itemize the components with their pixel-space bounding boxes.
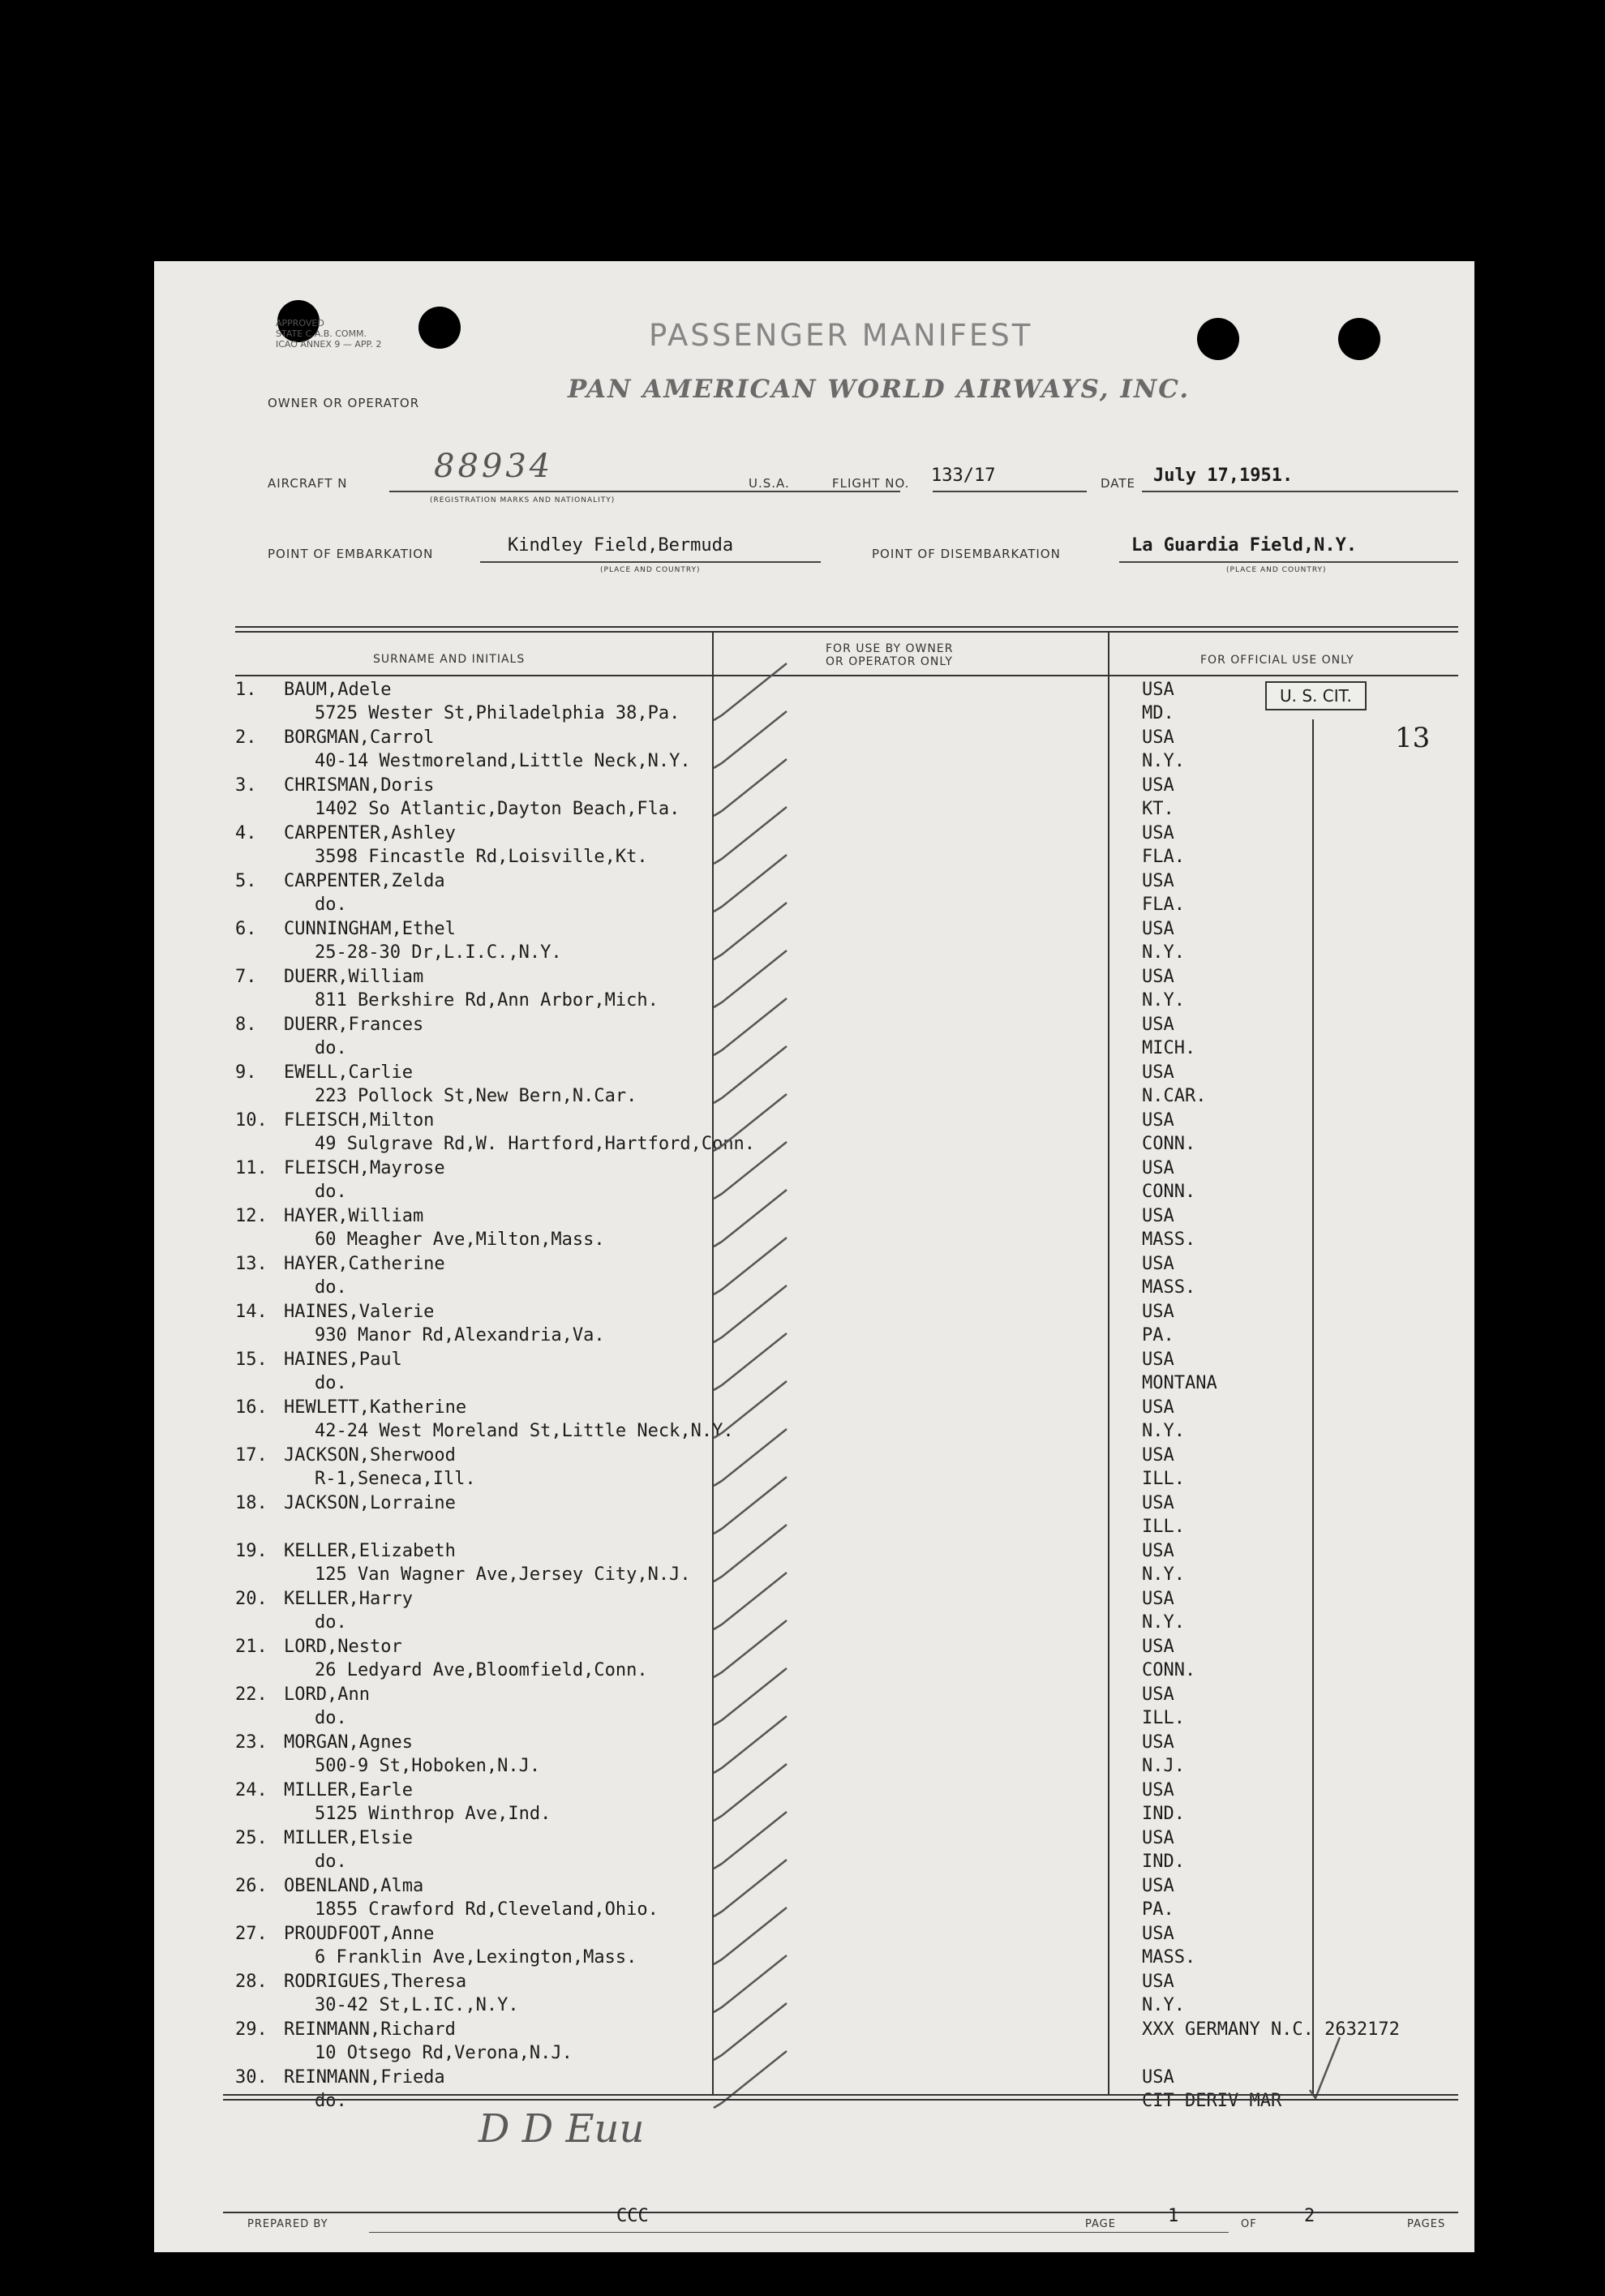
passenger-number: 30. — [235, 2067, 268, 2088]
passenger-nationality: USA — [1142, 1732, 1174, 1753]
passenger-state: IND. — [1142, 1852, 1185, 1872]
disembarkation-label: POINT OF DISEMBARKATION — [872, 547, 1061, 561]
passenger-name: HAINES,Valerie — [284, 1302, 435, 1322]
passenger-nationality: USA — [1142, 1302, 1174, 1322]
passenger-number: 12. — [235, 1206, 268, 1226]
passenger-state: N.J. — [1142, 1756, 1185, 1776]
passenger-state: ILL. — [1142, 1708, 1185, 1728]
passenger-state: CONN. — [1142, 1660, 1196, 1680]
passenger-name: LORD,Nestor — [284, 1637, 402, 1657]
embarkation-underline — [480, 561, 821, 563]
passenger-address: do. — [315, 1182, 347, 1202]
passenger-name: MILLER,Earle — [284, 1780, 413, 1800]
passenger-name: BORGMAN,Carrol — [284, 727, 435, 748]
passenger-address: 223 Pollock St,New Bern,N.Car. — [315, 1086, 637, 1106]
date-label: DATE — [1101, 476, 1136, 491]
passenger-row — [154, 1110, 1474, 1158]
approval-stamp-text: APPROVED STATE C.A.B. COMM. ICAO ANNEX 9 — APP. 2 — [276, 318, 382, 350]
passenger-row — [154, 1445, 1474, 1493]
passenger-name: CARPENTER,Ashley — [284, 823, 456, 843]
passenger-nationality: USA — [1142, 1589, 1174, 1609]
passenger-address: 49 Sulgrave Rd,W. Hartford,Hartford,Conn. — [315, 1134, 756, 1154]
passenger-row — [154, 823, 1474, 871]
passenger-state: IND. — [1142, 1804, 1185, 1824]
passenger-nationality: USA — [1142, 727, 1174, 748]
of-label: OF — [1241, 2218, 1257, 2230]
passenger-number: 11. — [235, 1158, 268, 1178]
official-use-header: FOR OFFICIAL USE ONLY — [1200, 654, 1354, 667]
table-bottom-rule — [223, 2094, 1458, 2096]
passenger-number: 14. — [235, 1302, 268, 1322]
passenger-number: 22. — [235, 1684, 268, 1705]
passenger-row — [154, 1684, 1474, 1732]
passenger-address: 42-24 West Moreland St,Little Neck,N.Y. — [315, 1421, 734, 1441]
passenger-number: 1. — [235, 680, 257, 700]
passenger-nationality: USA — [1142, 1637, 1174, 1657]
passenger-name: REINMANN,Frieda — [284, 2067, 445, 2088]
table-top-rule-2 — [235, 631, 1458, 633]
passenger-number: 2. — [235, 727, 257, 748]
passenger-number: 8. — [235, 1015, 257, 1035]
passenger-row — [154, 1015, 1474, 1062]
of-value: 2 — [1304, 2206, 1315, 2226]
passenger-row — [154, 1780, 1474, 1828]
passenger-row — [154, 1350, 1474, 1397]
passenger-address: 10 Otsego Rd,Verona,N.J. — [315, 2043, 573, 2063]
passenger-name: BAUM,Adele — [284, 680, 392, 700]
passenger-nationality: USA — [1142, 1924, 1174, 1944]
passenger-nationality: USA — [1142, 1062, 1174, 1083]
date-value: July 17,1951. — [1153, 466, 1294, 486]
passenger-nationality: USA — [1142, 823, 1174, 843]
passenger-row — [154, 1924, 1474, 1972]
passenger-number: 25. — [235, 1828, 268, 1848]
passenger-number: 16. — [235, 1397, 268, 1418]
passenger-state: N.Y. — [1142, 1564, 1185, 1585]
passenger-address: do. — [315, 895, 347, 915]
passenger-row — [154, 1302, 1474, 1350]
passenger-row — [154, 1732, 1474, 1780]
owner-use-header-1: FOR USE BY OWNER — [826, 642, 954, 655]
passenger-number: 24. — [235, 1780, 268, 1800]
passenger-number: 29. — [235, 2019, 268, 2040]
passenger-state: ILL. — [1142, 1469, 1185, 1489]
passenger-state: KT. — [1142, 799, 1174, 819]
punch-hole-left-2 — [418, 307, 461, 349]
flight-value: 133/17 — [931, 466, 996, 486]
passenger-nationality: XXX GERMANY N.C. 2632172 — [1142, 2019, 1400, 2040]
aircraft-sub: (REGISTRATION MARKS AND NATIONALITY) — [430, 496, 616, 504]
passenger-address: 5125 Winthrop Ave,Ind. — [315, 1804, 551, 1824]
passenger-state: MONTANA — [1142, 1373, 1217, 1393]
aircraft-underline — [389, 491, 900, 492]
passenger-state: N.Y. — [1142, 1612, 1185, 1633]
passenger-address: 3598 Fincastle Rd,Loisville,Kt. — [315, 847, 648, 867]
passenger-row — [154, 919, 1474, 967]
usa-label: U.S.A. — [749, 476, 790, 491]
passenger-row — [154, 727, 1474, 775]
disembarkation-sub: (PLACE AND COUNTRY) — [1226, 566, 1327, 574]
passenger-state: N.Y. — [1142, 1421, 1185, 1441]
passenger-nationality: USA — [1142, 1828, 1174, 1848]
aircraft-label: AIRCRAFT N — [268, 476, 348, 491]
passenger-name: MORGAN,Agnes — [284, 1732, 413, 1753]
manifest-title: PASSENGER MANIFEST — [649, 318, 1033, 353]
owner-label: OWNER OR OPERATOR — [268, 396, 420, 410]
passenger-number: 9. — [235, 1062, 257, 1083]
us-citizen-stamp: U. S. CIT. — [1265, 681, 1367, 710]
passenger-state: MICH. — [1142, 1038, 1196, 1058]
passenger-state: FLA. — [1142, 847, 1185, 867]
passenger-address: 30-42 St,L.IC.,N.Y. — [315, 1995, 519, 2015]
passenger-number: 15. — [235, 1350, 268, 1370]
passenger-number: 21. — [235, 1637, 268, 1657]
flight-label: FLIGHT NO. — [832, 476, 910, 491]
passenger-address: do. — [315, 1038, 347, 1058]
passenger-nationality: USA — [1142, 2067, 1174, 2088]
passenger-address: 1402 So Atlantic,Dayton Beach,Fla. — [315, 799, 680, 819]
passenger-name: REINMANN,Richard — [284, 2019, 456, 2040]
passenger-nationality: USA — [1142, 1972, 1174, 1992]
passenger-nationality: USA — [1142, 1397, 1174, 1418]
passenger-nationality: USA — [1142, 1110, 1174, 1131]
passenger-name: CHRISMAN,Doris — [284, 775, 435, 796]
embarkation-label: POINT OF EMBARKATION — [268, 547, 434, 561]
passenger-row — [154, 1876, 1474, 1924]
passenger-address: 500-9 St,Hoboken,N.J. — [315, 1756, 541, 1776]
passenger-name: HAYER,William — [284, 1206, 424, 1226]
manifest-sheet — [154, 261, 1474, 2252]
passenger-state: CONN. — [1142, 1134, 1196, 1154]
passenger-state: N.Y. — [1142, 942, 1185, 963]
signature: D D Euu — [478, 2106, 645, 2152]
passenger-nationality: USA — [1142, 1015, 1174, 1035]
passenger-nationality: USA — [1142, 871, 1174, 891]
passenger-nationality: USA — [1142, 1493, 1174, 1513]
passenger-number: 3. — [235, 775, 257, 796]
passenger-name: LORD,Ann — [284, 1684, 370, 1705]
passenger-nationality: USA — [1142, 1206, 1174, 1226]
passenger-state: CONN. — [1142, 1182, 1196, 1202]
passenger-nationality: USA — [1142, 1684, 1174, 1705]
passenger-row — [154, 1828, 1474, 1876]
passenger-row — [154, 1206, 1474, 1254]
passenger-number: 17. — [235, 1445, 268, 1466]
passenger-address: 60 Meagher Ave,Milton,Mass. — [315, 1230, 605, 1250]
passenger-row — [154, 871, 1474, 919]
passenger-row — [154, 967, 1474, 1015]
passenger-number: 18. — [235, 1493, 268, 1513]
passenger-name: DUERR,William — [284, 967, 424, 987]
passenger-address: 5725 Wester St,Philadelphia 38,Pa. — [315, 703, 680, 723]
passenger-number: 26. — [235, 1876, 268, 1896]
passenger-name: JACKSON,Sherwood — [284, 1445, 456, 1466]
passenger-state: PA. — [1142, 1899, 1174, 1920]
passenger-address: 811 Berkshire Rd,Ann Arbor,Mich. — [315, 990, 659, 1011]
date-underline — [1142, 491, 1458, 492]
footer-rule — [223, 2212, 1458, 2213]
disembarkation-underline — [1119, 561, 1458, 563]
citizen-count: 13 — [1395, 722, 1431, 754]
passenger-state: MASS. — [1142, 1230, 1196, 1250]
passenger-row — [154, 1493, 1474, 1541]
passenger-address: 125 Van Wagner Ave,Jersey City,N.J. — [315, 1564, 691, 1585]
passenger-state: FLA. — [1142, 895, 1185, 915]
passenger-row — [154, 1397, 1474, 1445]
passenger-row — [154, 1254, 1474, 1302]
table-top-rule — [235, 626, 1458, 628]
table-bottom-rule-2 — [223, 2099, 1458, 2101]
passenger-address: 6 Franklin Ave,Lexington,Mass. — [315, 1947, 637, 1968]
passenger-address: do. — [315, 1852, 347, 1872]
passenger-state: PA. — [1142, 1325, 1174, 1345]
disembarkation-value: La Guardia Field,N.Y. — [1131, 535, 1358, 556]
passenger-row — [154, 1541, 1474, 1589]
passenger-nationality: USA — [1142, 919, 1174, 939]
passenger-name: JACKSON,Lorraine — [284, 1493, 456, 1513]
passenger-state: N.CAR. — [1142, 1086, 1207, 1106]
embarkation-value: Kindley Field,Bermuda — [508, 535, 734, 556]
passenger-number: 19. — [235, 1541, 268, 1561]
aircraft-value: 88934 — [434, 448, 554, 485]
pages-label: PAGES — [1407, 2218, 1446, 2230]
passenger-address: do. — [315, 1612, 347, 1633]
passenger-name: OBENLAND,Alma — [284, 1876, 424, 1896]
passenger-nationality: USA — [1142, 1445, 1174, 1466]
page-label: PAGE — [1085, 2218, 1116, 2230]
passenger-name: EWELL,Carlie — [284, 1062, 413, 1083]
passenger-number: 4. — [235, 823, 257, 843]
passenger-name: HAINES,Paul — [284, 1350, 402, 1370]
passenger-name: PROUDFOOT,Anne — [284, 1924, 435, 1944]
passenger-row — [154, 1589, 1474, 1637]
passenger-name: HAYER,Catherine — [284, 1254, 445, 1274]
passenger-number: 7. — [235, 967, 257, 987]
passenger-name: MILLER,Elsie — [284, 1828, 413, 1848]
prepared-underline — [369, 2232, 1229, 2233]
passenger-row — [154, 775, 1474, 823]
passenger-name: CARPENTER,Zelda — [284, 871, 445, 891]
owner-use-header-2: OR OPERATOR ONLY — [826, 655, 953, 668]
passenger-nationality: USA — [1142, 680, 1174, 700]
passenger-number: 27. — [235, 1924, 268, 1944]
passenger-nationality: USA — [1142, 1541, 1174, 1561]
passenger-nationality: USA — [1142, 967, 1174, 987]
passenger-state: MD. — [1142, 703, 1174, 723]
passenger-number: 28. — [235, 1972, 268, 1992]
passenger-nationality: USA — [1142, 1876, 1174, 1896]
passenger-state: CIT DERIV MAR — [1142, 2091, 1282, 2111]
passenger-address: do. — [315, 1277, 347, 1298]
passenger-row — [154, 1062, 1474, 1110]
passenger-row — [154, 1637, 1474, 1684]
passenger-nationality: USA — [1142, 1158, 1174, 1178]
passenger-number: 6. — [235, 919, 257, 939]
passenger-state: ILL. — [1142, 1517, 1185, 1537]
passenger-row — [154, 680, 1474, 727]
passenger-name: DUERR,Frances — [284, 1015, 424, 1035]
passenger-address: 26 Ledyard Ave,Bloomfield,Conn. — [315, 1660, 648, 1680]
passenger-address: do. — [315, 1708, 347, 1728]
passenger-name: KELLER,Harry — [284, 1589, 413, 1609]
passenger-name: FLEISCH,Milton — [284, 1110, 435, 1131]
passenger-nationality: USA — [1142, 775, 1174, 796]
embarkation-sub: (PLACE AND COUNTRY) — [600, 566, 701, 574]
punch-hole-right — [1197, 318, 1239, 360]
passenger-number: 13. — [235, 1254, 268, 1274]
passenger-state: MASS. — [1142, 1947, 1196, 1968]
passenger-address: 25-28-30 Dr,L.I.C.,N.Y. — [315, 942, 562, 963]
passenger-row — [154, 1158, 1474, 1206]
passenger-state: MASS. — [1142, 1277, 1196, 1298]
prepared-value: CCC — [616, 2206, 649, 2226]
passenger-name: HEWLETT,Katherine — [284, 1397, 467, 1418]
prepared-label: PREPARED BY — [247, 2218, 328, 2230]
passenger-name: RODRIGUES,Theresa — [284, 1972, 467, 1992]
passenger-address: R-1,Seneca,Ill. — [315, 1469, 476, 1489]
passenger-name: FLEISCH,Mayrose — [284, 1158, 445, 1178]
passenger-name: CUNNINGHAM,Ethel — [284, 919, 456, 939]
page-value: 1 — [1168, 2206, 1179, 2226]
surname-header: SURNAME AND INITIALS — [373, 653, 526, 666]
flight-underline — [933, 491, 1087, 492]
passenger-nationality: USA — [1142, 1780, 1174, 1800]
passenger-row — [154, 1972, 1474, 2019]
passenger-row — [154, 2067, 1474, 2115]
passenger-state: N.Y. — [1142, 751, 1185, 771]
punch-hole-right-2 — [1338, 318, 1380, 360]
passenger-number: 20. — [235, 1589, 268, 1609]
header-rule — [235, 675, 1458, 676]
passenger-address: 1855 Crawford Rd,Cleveland,Ohio. — [315, 1899, 659, 1920]
passenger-state: N.Y. — [1142, 990, 1185, 1011]
passenger-address: do. — [315, 1373, 347, 1393]
passenger-nationality: USA — [1142, 1254, 1174, 1274]
passenger-nationality: USA — [1142, 1350, 1174, 1370]
passenger-address: 930 Manor Rd,Alexandria,Va. — [315, 1325, 605, 1345]
passenger-address: 40-14 Westmoreland,Little Neck,N.Y. — [315, 751, 691, 771]
passenger-row — [154, 2019, 1474, 2067]
passenger-name: KELLER,Elizabeth — [284, 1541, 456, 1561]
passenger-number: 10. — [235, 1110, 268, 1131]
passenger-number: 5. — [235, 871, 257, 891]
passenger-number: 23. — [235, 1732, 268, 1753]
passenger-address: do. — [315, 2091, 347, 2111]
passenger-state: N.Y. — [1142, 1995, 1185, 2015]
company-name: PAN AMERICAN WORLD AIRWAYS, INC. — [568, 375, 1191, 404]
